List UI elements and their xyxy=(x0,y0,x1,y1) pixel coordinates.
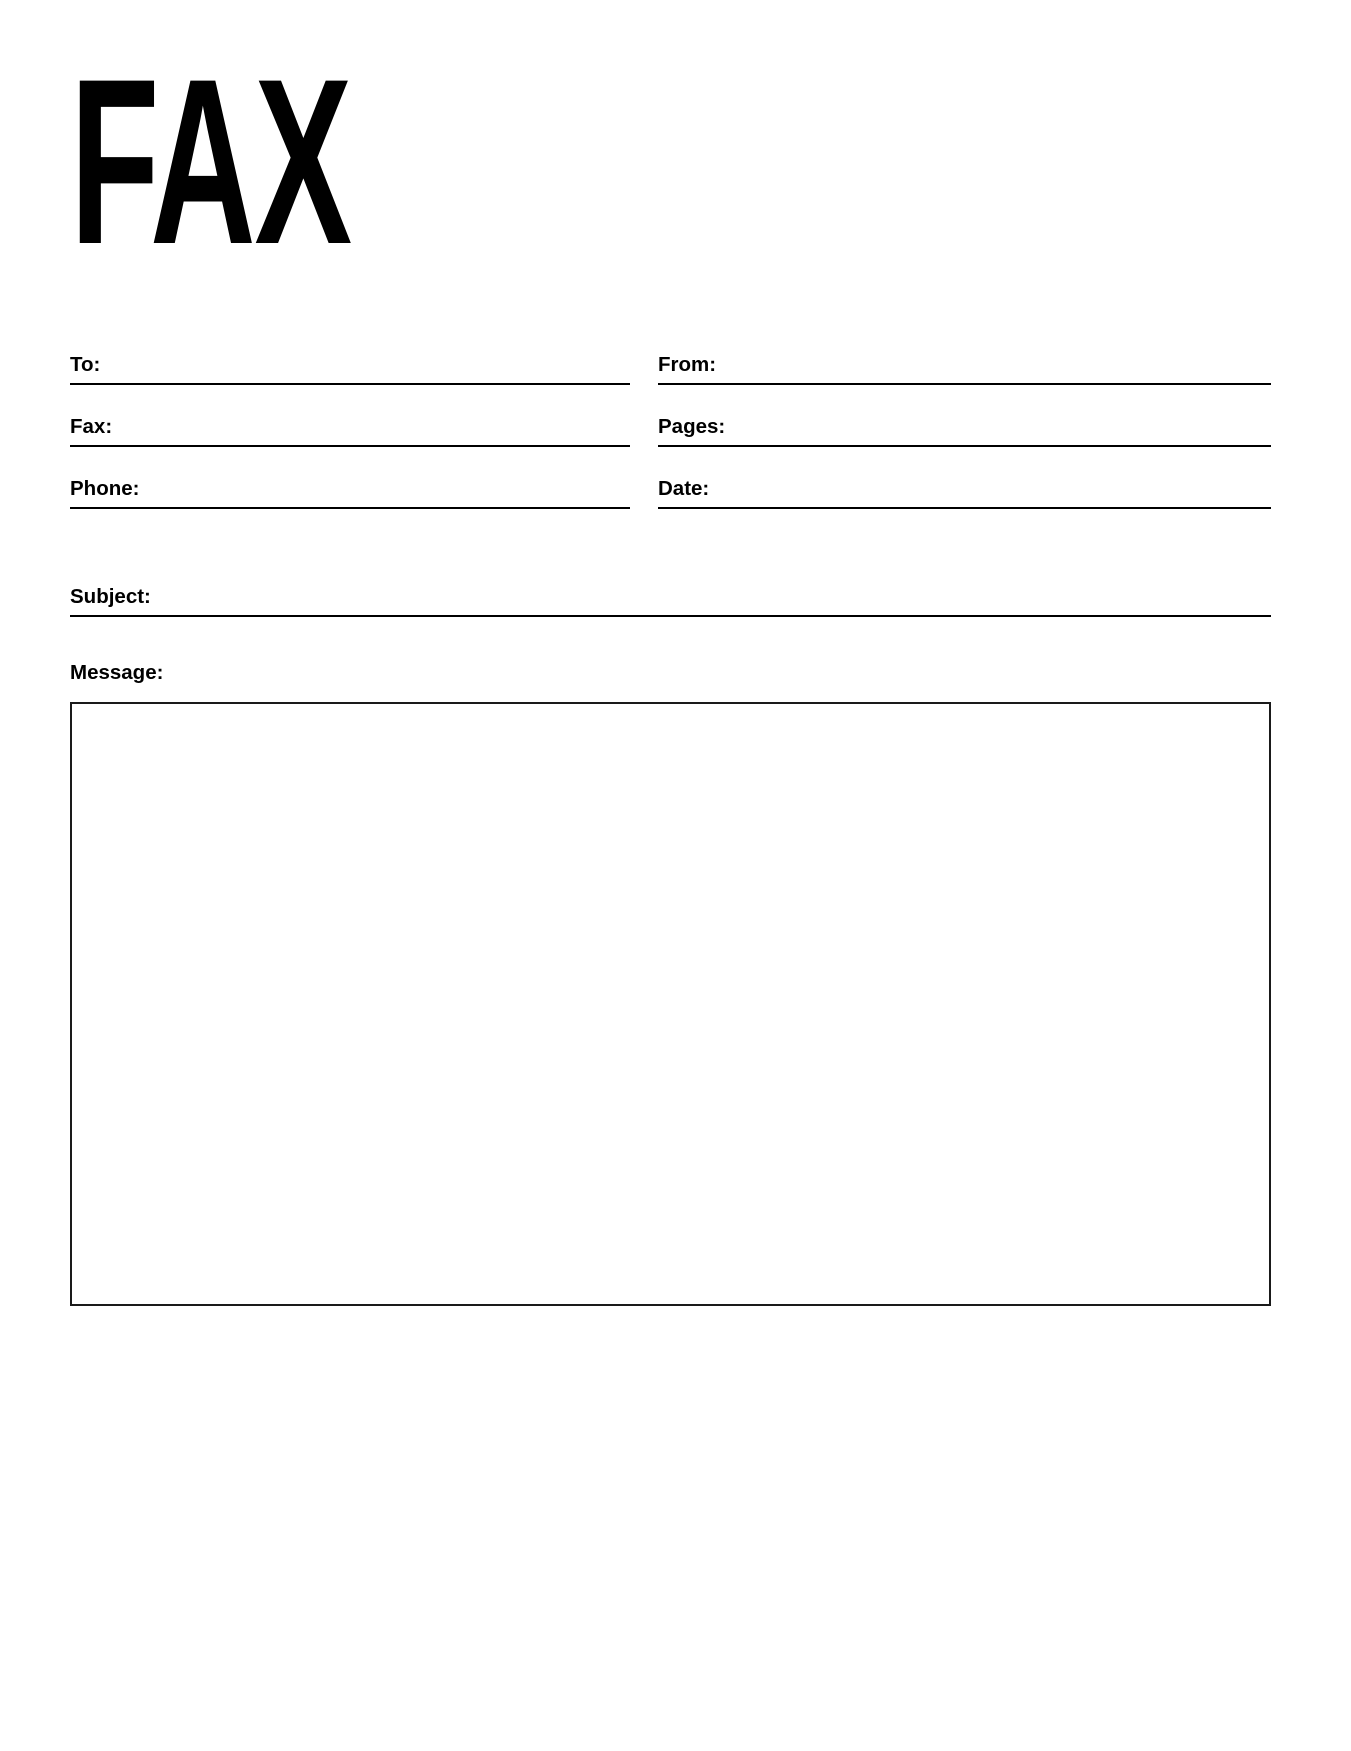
field-to-label: To: xyxy=(70,353,101,376)
field-from-label: From: xyxy=(658,353,717,376)
field-fax[interactable] xyxy=(70,414,630,454)
field-from-rule xyxy=(658,383,1271,385)
field-pages[interactable] xyxy=(658,414,1271,454)
field-from[interactable] xyxy=(658,352,1271,392)
field-date-rule xyxy=(658,507,1271,509)
field-subject[interactable] xyxy=(70,584,1271,626)
field-pages-label: Pages: xyxy=(658,415,726,438)
field-phone-rule xyxy=(70,507,630,509)
field-date[interactable] xyxy=(658,476,1271,516)
field-date-label: Date: xyxy=(658,477,710,500)
field-row xyxy=(70,476,1271,538)
field-subject-label: Subject: xyxy=(70,585,151,608)
field-to[interactable] xyxy=(70,352,630,392)
field-pages-rule xyxy=(658,445,1271,447)
field-phone-label: Phone: xyxy=(70,477,140,500)
message-label: Message: xyxy=(70,661,164,684)
fax-header-fields xyxy=(70,352,1271,538)
field-phone[interactable] xyxy=(70,476,630,516)
field-row xyxy=(70,414,1271,476)
field-fax-label: Fax: xyxy=(70,415,113,438)
message-textarea[interactable] xyxy=(70,702,1271,1306)
field-row xyxy=(70,352,1271,414)
field-fax-rule xyxy=(70,445,630,447)
field-to-rule xyxy=(70,383,630,385)
page-title: FAX xyxy=(70,30,351,294)
field-subject-rule xyxy=(70,615,1271,617)
